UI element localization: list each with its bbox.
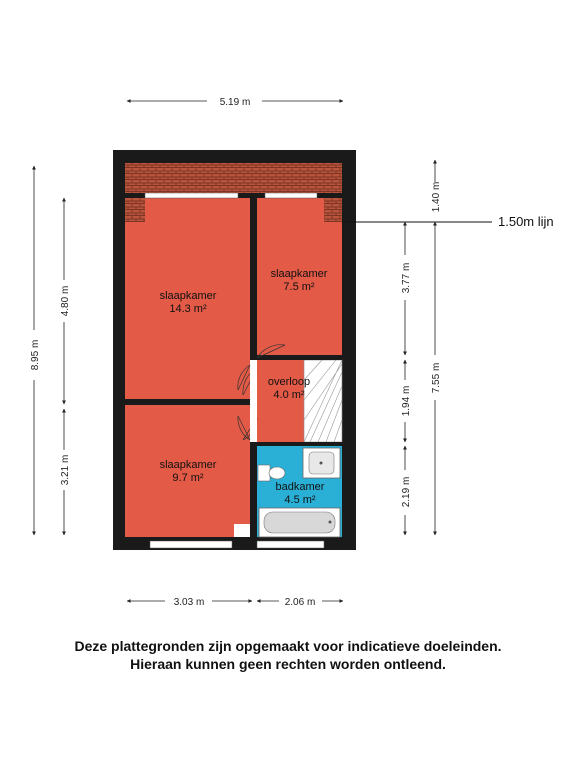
room-name: overloop [267,376,311,388]
dim-left-total: 8.95 m [30,339,41,371]
dim-right-total: 7.55 m [431,362,442,394]
roof-tiles [125,163,342,193]
room-name: slaapkamer [159,290,217,302]
dim-right-middle: 1.94 m [401,385,412,417]
disclaimer-line-2: Hieraan kunnen geen rechten worden ontleend. [130,656,446,672]
room-area: 14.3 m² [169,303,207,315]
disclaimer-line-1: Deze plattegronden zijn opgemaakt voor indicatieve doeleinden. [74,638,502,654]
room-name: slaapkamer [159,459,217,471]
dim-left-lower: 3.21 m [60,454,71,486]
dim-left-upper: 4.80 m [60,285,71,317]
room-area: 4.0 m² [273,389,305,401]
dim-right-upper: 3.77 m [401,262,412,294]
dim-bottom-left: 3.03 m [173,597,205,608]
lijn-label: 1.50m lijn [498,214,554,229]
room-slaapkamer-3 [125,405,250,537]
room-area: 9.7 m² [172,472,204,484]
dim-top-width: 5.19 m [219,97,251,108]
dim-bottom-right: 2.06 m [284,597,316,608]
dim-right-top: 1.40 m [431,181,442,213]
staircase [304,360,342,442]
room-area: 4.5 m² [284,494,316,506]
room-name: slaapkamer [270,268,328,280]
sink-icon [303,448,340,478]
dim-right-lower: 2.19 m [401,476,412,508]
room-area: 7.5 m² [283,281,315,293]
room-name: badkamer [275,481,325,493]
room-overloop [257,360,304,442]
room-slaapkamer-1-step [145,198,250,222]
bathtub-icon [259,508,340,537]
